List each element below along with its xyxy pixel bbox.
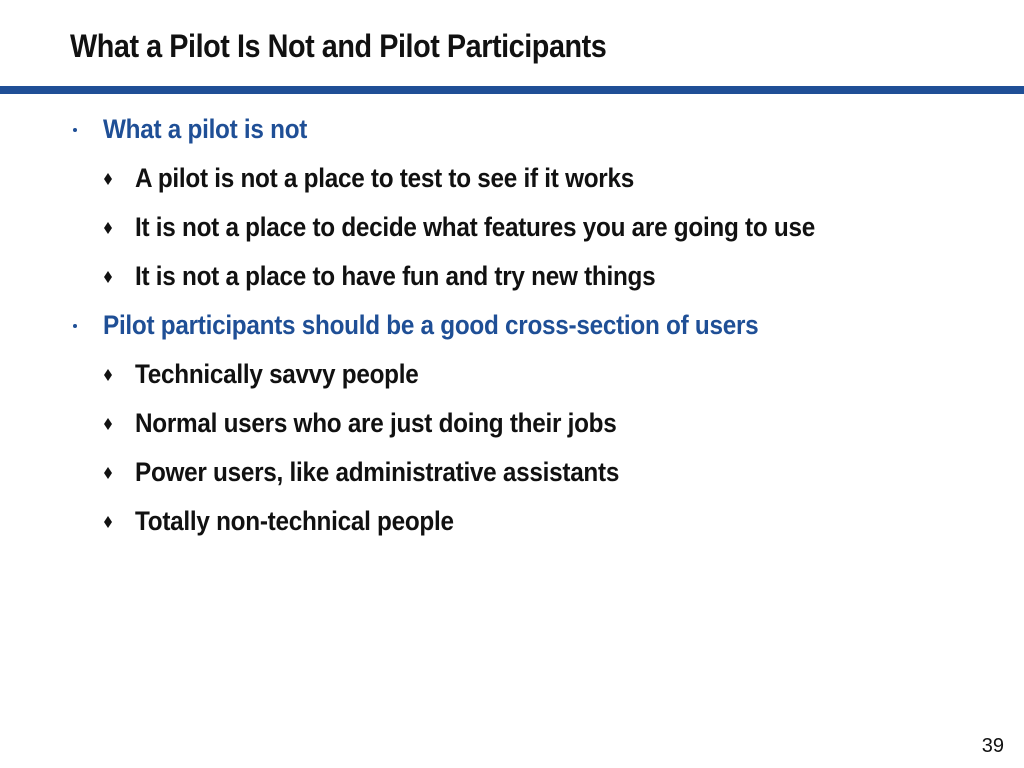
page-number: 39 <box>981 735 1004 757</box>
bullet-text: What a pilot is not <box>103 114 308 144</box>
sub-bullet-text: It is not a place to have fun and try new things <box>135 261 656 291</box>
diamond-bullet-icon <box>104 271 112 283</box>
bullet-text: Pilot participants should be a good cross-section of users <box>103 310 759 340</box>
sub-bullet-text: Normal users who are just doing their jobs <box>135 408 617 438</box>
bullet-item <box>0 108 1024 157</box>
diamond-bullet-icon <box>104 418 112 430</box>
sub-bullet-text: A pilot is not a place to test to see if it works <box>135 163 634 193</box>
sub-bullet-item <box>0 157 1024 206</box>
diamond-bullet-icon <box>104 369 112 381</box>
bullet-dot-icon <box>73 128 77 132</box>
diamond-bullet-icon <box>104 173 112 185</box>
bullet-list <box>0 108 1024 549</box>
slide-title: What a Pilot Is Not and Pilot Participants <box>70 28 607 64</box>
sub-bullet-item <box>0 353 1024 402</box>
bullet-item <box>0 304 1024 353</box>
title-divider <box>0 86 1024 94</box>
sub-bullet-text: Technically savvy people <box>135 359 419 389</box>
sub-bullet-text: Power users, like administrative assistants <box>135 457 620 487</box>
sub-bullet-item <box>0 206 1024 255</box>
sub-bullet-item <box>0 451 1024 500</box>
diamond-bullet-icon <box>104 467 112 479</box>
diamond-bullet-icon <box>104 222 112 234</box>
sub-bullet-text: It is not a place to decide what features you are going to use <box>135 212 816 242</box>
sub-bullet-item <box>0 255 1024 304</box>
sub-bullet-item <box>0 402 1024 451</box>
sub-bullet-text: Totally non-technical people <box>135 506 454 536</box>
bullet-dot-icon <box>73 324 77 328</box>
diamond-bullet-icon <box>104 516 112 528</box>
sub-bullet-item <box>0 500 1024 549</box>
